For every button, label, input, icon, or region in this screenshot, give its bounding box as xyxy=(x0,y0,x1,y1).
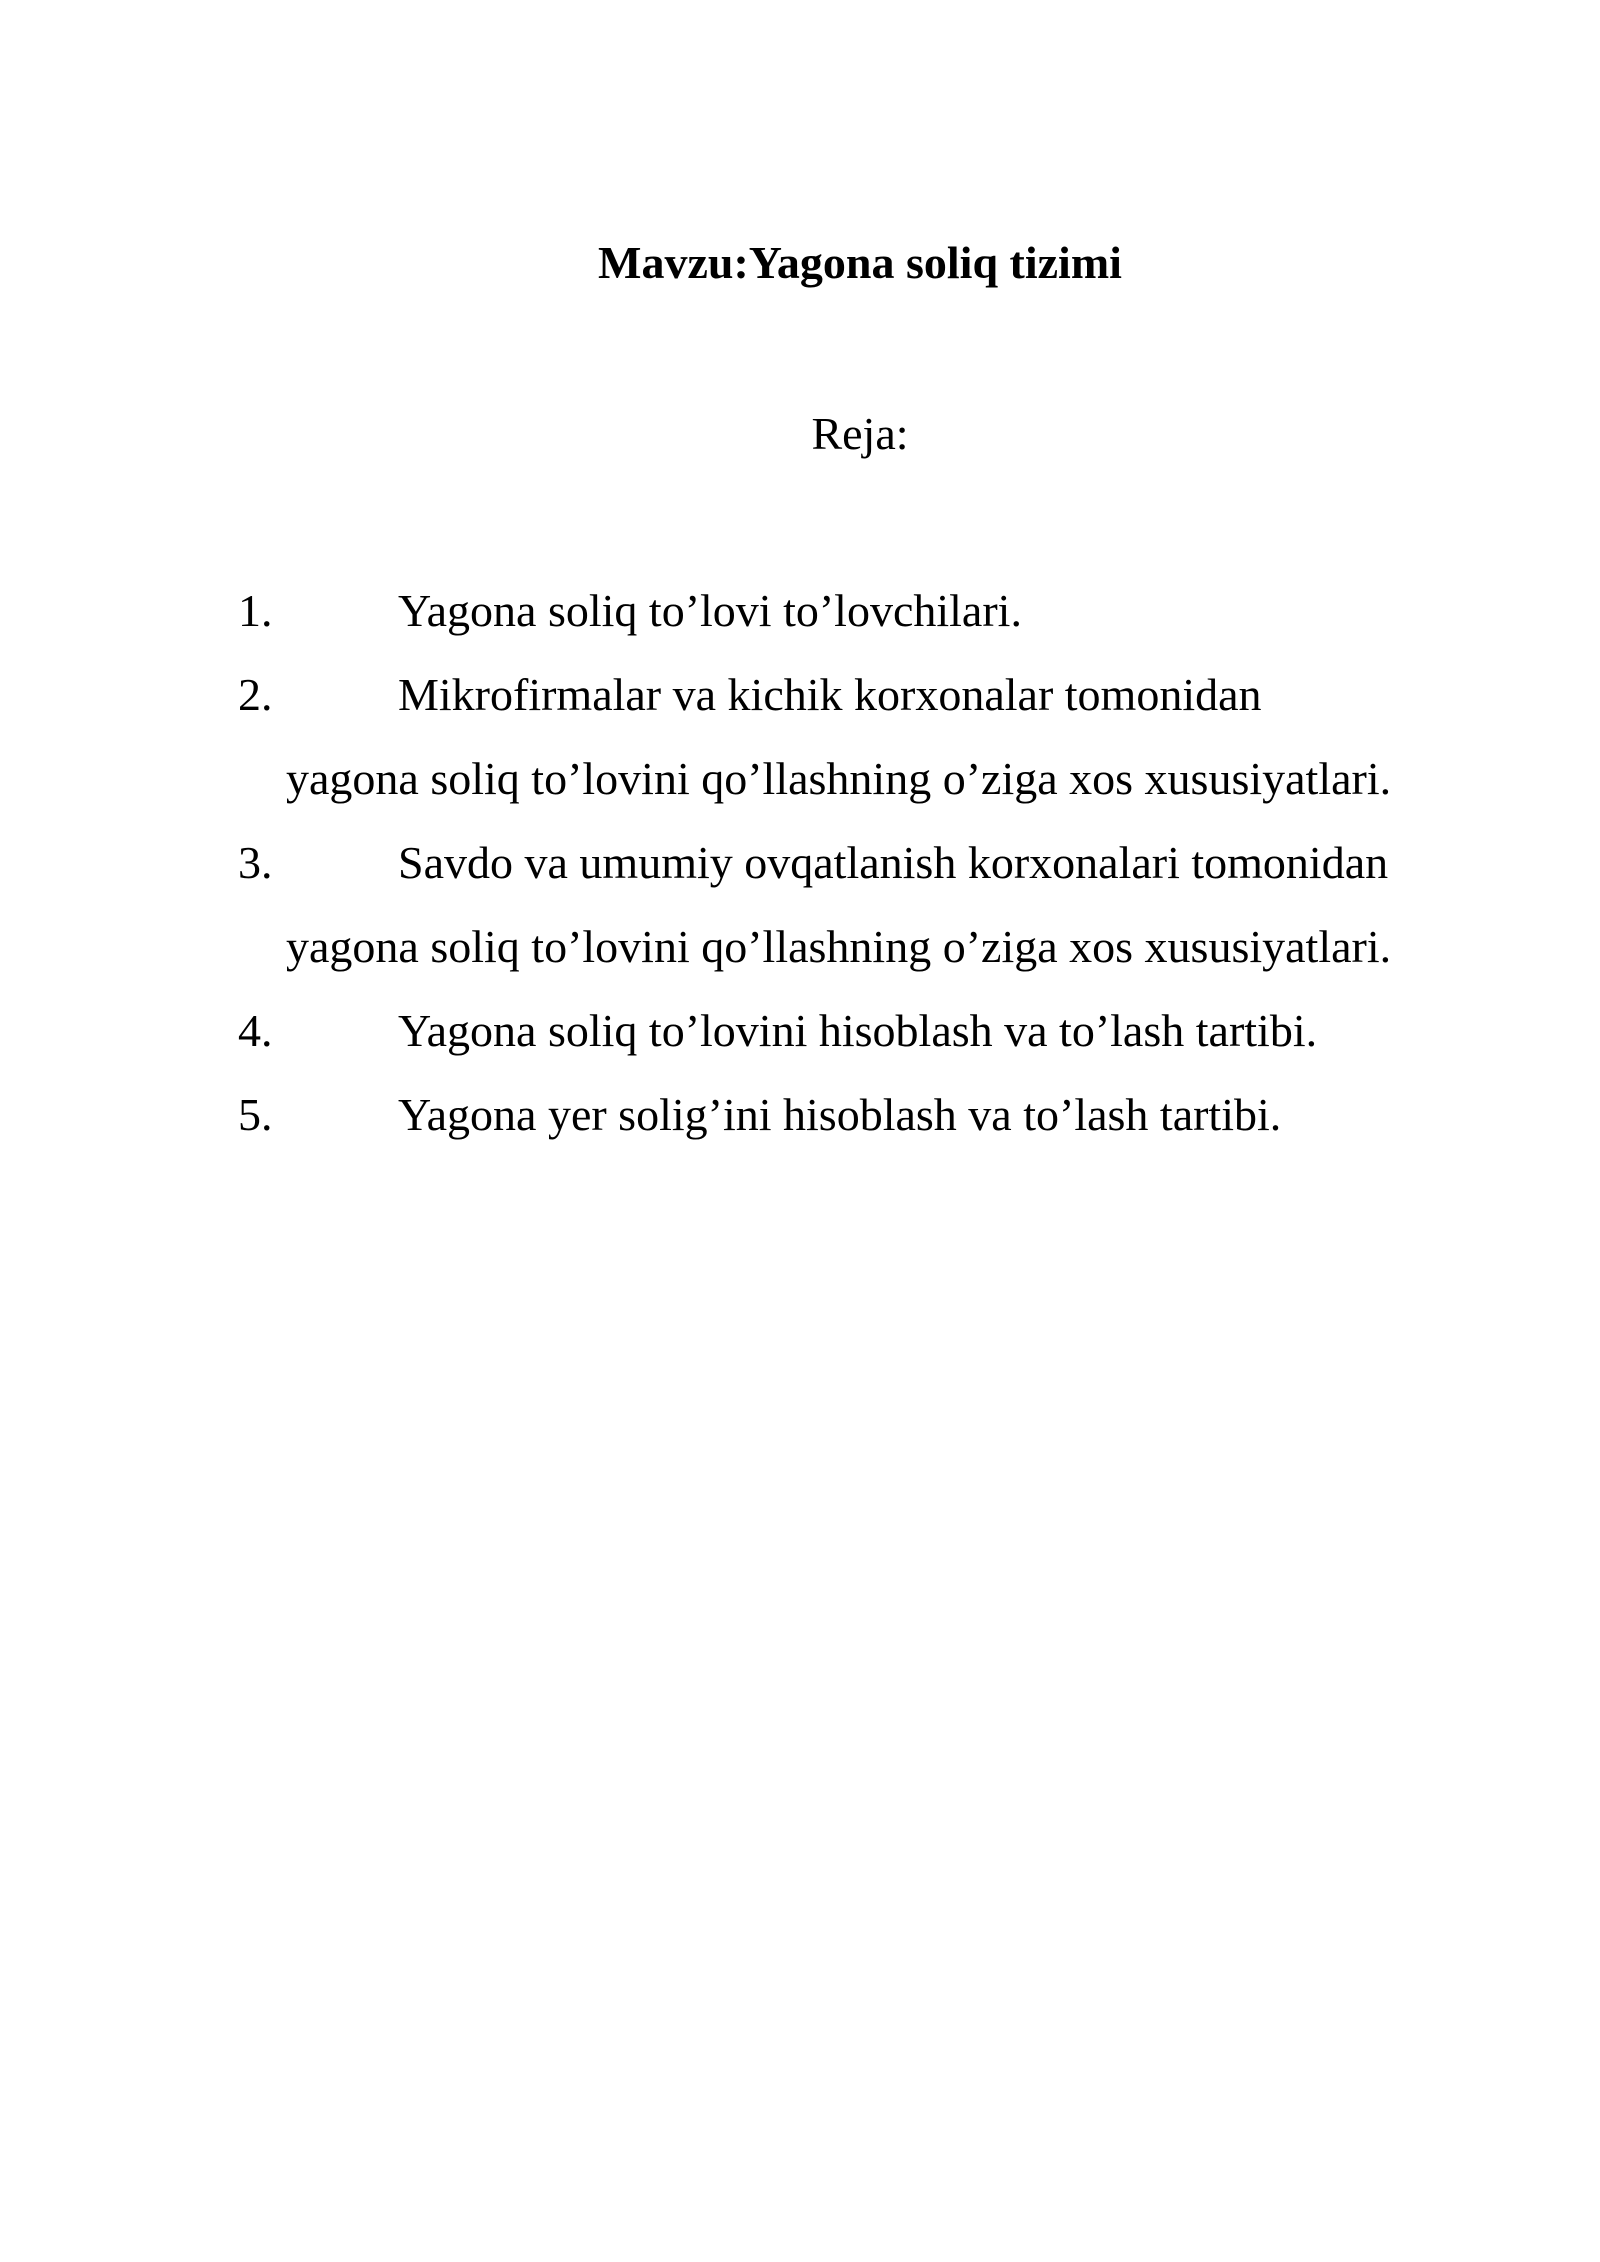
list-item-number: 1. xyxy=(238,585,273,636)
list-item xyxy=(238,821,1478,989)
list-item-text: Savdo va umumiy ovqatlanish korxonalari tomonidan xyxy=(398,837,1389,888)
list-item-number: 3. xyxy=(238,837,273,888)
list-item-text-continuation: yagona soliq to’lovini qo’llashning o’ziga xos xususiyatlari. xyxy=(286,753,1392,804)
list-item-number: 4. xyxy=(238,1005,273,1056)
page-title: Mavzu:Yagona soliq tizimi xyxy=(598,237,1122,288)
list-item-text: Yagona soliq to’lovi to’lovchilari. xyxy=(398,585,1022,636)
list-item-number: 2. xyxy=(238,669,273,720)
list-item xyxy=(238,989,1478,1073)
list-item-number: 5. xyxy=(238,1089,273,1140)
list-item-text: Yagona yer solig’ini hisoblash va to’lash tartibi. xyxy=(398,1089,1282,1140)
plan-heading: Reja: xyxy=(811,408,909,459)
list-item xyxy=(238,653,1478,821)
plan-list xyxy=(238,569,1478,1157)
list-item xyxy=(238,1073,1478,1157)
list-item-text-continuation: yagona soliq to’lovini qo’llashning o’ziga xos xususiyatlari. xyxy=(286,921,1392,972)
list-item-text: Mikrofirmalar va kichik korxonalar tomonidan xyxy=(398,669,1262,720)
list-item xyxy=(238,569,1478,653)
list-item-text: Yagona soliq to’lovini hisoblash va to’lash tartibi. xyxy=(398,1005,1318,1056)
